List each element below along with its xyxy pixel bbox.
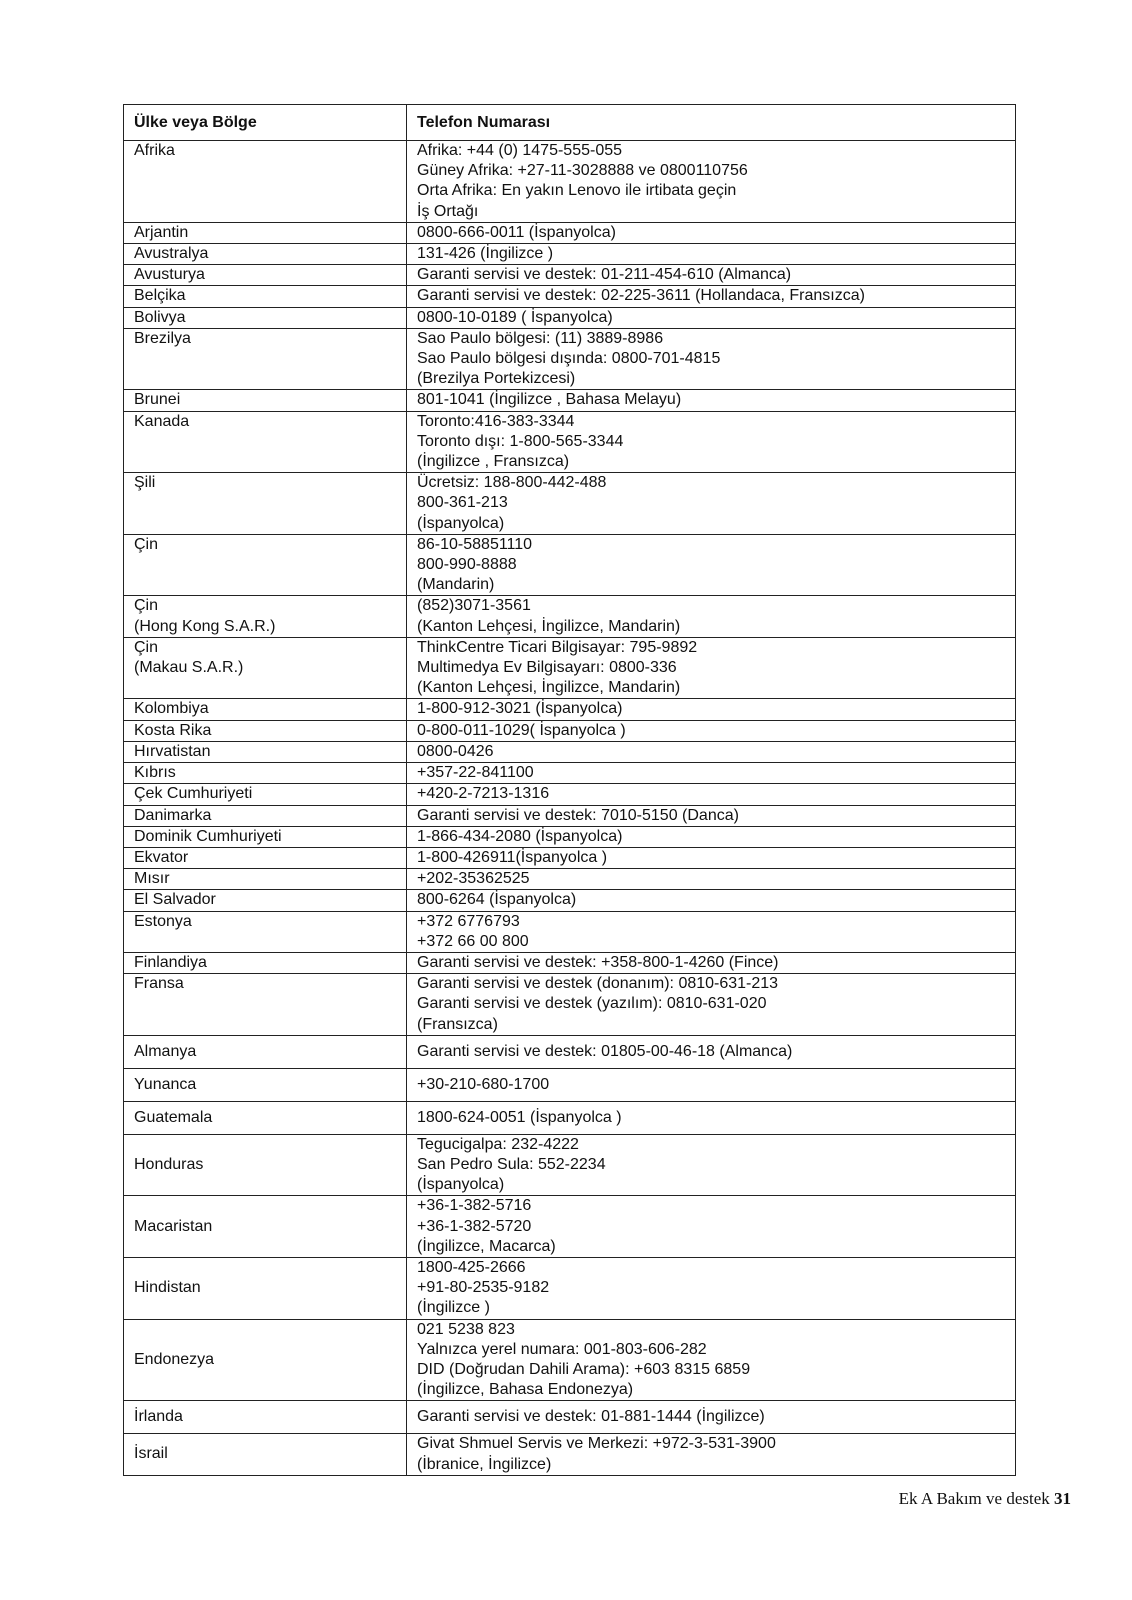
country-cell (124, 222, 407, 243)
table-row (124, 328, 1016, 390)
table-row (124, 1401, 1016, 1434)
country-cell (124, 699, 407, 720)
table-row (124, 699, 1016, 720)
country-cell (124, 307, 407, 328)
country-cell (124, 847, 407, 868)
phone-cell-line: 800-6264 (İspanyolca) (417, 891, 577, 909)
country-cell-line: El Salvador (134, 891, 216, 909)
phone-cell (407, 1101, 1016, 1134)
country-cell-line: Avustralya (134, 245, 209, 263)
phone-cell-line: Multimedya Ev Bilgisayarı: 0800-336 (417, 659, 677, 677)
country-cell (124, 952, 407, 973)
phone-cell-line: 0800-666-0011 (İspanyolca) (417, 223, 616, 241)
phone-cell-line: 1-800-912-3021 (İspanyolca) (417, 700, 623, 718)
phone-cell-line: +30-210-680-1700 (417, 1075, 550, 1093)
phone-cell-line: Ücretsiz: 188-800-442-488 (417, 474, 607, 492)
country-cell-line: Bolivya (134, 308, 186, 326)
country-cell (124, 328, 407, 390)
phone-cell (407, 307, 1016, 328)
table-row (124, 637, 1016, 699)
phone-cell (407, 596, 1016, 637)
table-row (124, 720, 1016, 741)
phone-cell-line: 0800-10-0189 ( İspanyolca) (417, 308, 613, 326)
country-cell-line: Belçika (134, 287, 186, 305)
phone-cell (407, 763, 1016, 784)
phone-cell-line: Garanti servisi ve destek: +358-800-1-4260 (Fince) (417, 953, 779, 971)
phone-cell-line: Garanti servisi ve destek: 01-211-454-610 (Almanca) (417, 266, 792, 284)
phone-cell-line: San Pedro Sula: 552-2234 (417, 1155, 606, 1173)
country-cell-line: Çin (134, 638, 159, 656)
table-row (124, 141, 1016, 223)
phone-cell-line: Sao Paulo bölgesi: (11) 3889-8986 (417, 329, 664, 347)
country-cell (124, 534, 407, 596)
phone-cell-line: Orta Afrika: En yakın Lenovo ile irtibata geçin (417, 182, 737, 200)
country-cell (124, 911, 407, 952)
phone-cell (407, 974, 1016, 1036)
table-row (124, 974, 1016, 1036)
country-cell (124, 1068, 407, 1101)
table-row (124, 1035, 1016, 1068)
country-cell-line: (Makau S.A.R.) (134, 659, 244, 677)
page-number: 31 (1054, 1489, 1071, 1508)
phone-cell-line: ThinkCentre Ticari Bilgisayar: 795-9892 (417, 638, 698, 656)
country-cell (124, 784, 407, 805)
phone-cell (407, 411, 1016, 473)
phone-cell (407, 952, 1016, 973)
country-cell (124, 596, 407, 637)
phone-cell-line: +91-80-2535-9182 (417, 1279, 550, 1297)
country-cell (124, 1035, 407, 1068)
country-cell-line: Guatemala (134, 1108, 213, 1126)
table-row (124, 1068, 1016, 1101)
country-cell (124, 286, 407, 307)
phone-cell-line: Toronto:416-383-3344 (417, 412, 575, 430)
country-cell-line: Afrika (134, 142, 175, 159)
phone-cell (407, 265, 1016, 286)
phone-cell-line: 86-10-58851110 (417, 535, 533, 553)
phone-cell-line: 801-1041 (İngilizce , Bahasa Melayu) (417, 391, 682, 409)
phone-cell-line: 800-361-213 (417, 494, 508, 512)
phone-cell-line: (Mandarin) (417, 576, 495, 594)
phone-cell-line: 0800-0426 (417, 742, 494, 760)
phone-cell (407, 244, 1016, 265)
country-cell (124, 411, 407, 473)
country-cell-line: Brezilya (134, 329, 191, 347)
table-row (124, 265, 1016, 286)
phone-cell-line: (Fransızca) (417, 1015, 498, 1033)
phone-cell-line: (İngilizce , Fransızca) (417, 453, 570, 471)
country-cell (124, 390, 407, 411)
country-cell (124, 473, 407, 535)
phone-cell-line: 1-866-434-2080 (İspanyolca) (417, 827, 623, 845)
phone-cell (407, 1196, 1016, 1258)
phone-cell-line: Tegucigalpa: 232-4222 (417, 1135, 579, 1153)
footer-section: Ek A Bakım ve destek (898, 1489, 1050, 1508)
phone-cell (407, 1035, 1016, 1068)
table-row (124, 1434, 1016, 1475)
phone-cell (407, 141, 1016, 223)
phone-cell (407, 805, 1016, 826)
country-cell (124, 1434, 407, 1475)
table-row (124, 307, 1016, 328)
table-row (124, 1101, 1016, 1134)
table-row (124, 911, 1016, 952)
table-row (124, 805, 1016, 826)
country-cell-line: Mısır (134, 870, 170, 888)
document-page (123, 104, 1015, 1476)
phone-cell (407, 222, 1016, 243)
table-row (124, 890, 1016, 911)
country-cell (124, 637, 407, 699)
table-row (124, 534, 1016, 596)
country-cell-line: İrlanda (134, 1408, 183, 1426)
phone-cell-line: DID (Doğrudan Dahili Arama): +603 8315 6859 (417, 1360, 751, 1378)
phone-cell (407, 328, 1016, 390)
country-cell (124, 763, 407, 784)
phone-cell (407, 699, 1016, 720)
table-row (124, 286, 1016, 307)
phone-cell-line: Garanti servisi ve destek: 01-881-1444 (İngilizce) (417, 1408, 765, 1426)
country-cell-line: Hırvatistan (134, 742, 211, 760)
country-cell (124, 826, 407, 847)
table-body (124, 141, 1016, 1476)
phone-cell-line: Givat Shmuel Servis ve Merkezi: +972-3-531-3900 (417, 1435, 776, 1453)
country-cell-line: Danimarka (134, 806, 212, 824)
table-row (124, 390, 1016, 411)
phone-cell (407, 869, 1016, 890)
country-cell (124, 1101, 407, 1134)
phone-cell-line: (İspanyolca) (417, 1176, 505, 1194)
country-cell (124, 720, 407, 741)
phone-cell-line: +36-1-382-5720 (417, 1217, 532, 1235)
page-footer (899, 1489, 1071, 1509)
country-cell-line: Şili (134, 474, 156, 492)
country-cell (124, 805, 407, 826)
table-row (124, 741, 1016, 762)
country-cell-line: Kosta Rika (134, 721, 212, 739)
table-row (124, 1257, 1016, 1319)
phone-cell-line: (852)3071-3561 (417, 597, 531, 615)
country-cell-line: İsrail (134, 1445, 168, 1463)
phone-cell (407, 286, 1016, 307)
phone-cell-line: 131-426 (İngilizce ) (417, 245, 554, 263)
table-row (124, 473, 1016, 535)
phone-cell (407, 911, 1016, 952)
phone-cell-line: +36-1-382-5716 (417, 1197, 532, 1215)
header-phone: Telefon Numarası (407, 105, 1016, 141)
table-row (124, 1319, 1016, 1401)
country-cell-line: Çek Cumhuriyeti (134, 785, 253, 803)
header-country: Ülke veya Bölge (124, 105, 407, 141)
phone-cell (407, 637, 1016, 699)
phone-cell-line: (Brezilya Portekizcesi) (417, 370, 576, 388)
phone-cell-line: Yalnızca yerel numara: 001-803-606-282 (417, 1340, 707, 1358)
phone-cell-line: (İngilizce, Macarca) (417, 1237, 556, 1255)
country-cell (124, 1319, 407, 1401)
phone-cell-line: (İspanyolca) (417, 514, 505, 532)
phone-cell (407, 1319, 1016, 1401)
phone-cell-line: Garanti servisi ve destek: 01805-00-46-18 (Almanca) (417, 1042, 793, 1060)
phone-cell (407, 1257, 1016, 1319)
country-cell-line: Yunanca (134, 1075, 197, 1093)
phone-cell-line: Afrika: +44 (0) 1475-555-055 (417, 142, 623, 159)
country-cell-line: Estonya (134, 912, 192, 930)
phone-cell (407, 741, 1016, 762)
country-cell (124, 1196, 407, 1258)
country-cell-line: Arjantin (134, 223, 189, 241)
country-cell-line: Avusturya (134, 266, 205, 284)
country-cell (124, 1134, 407, 1196)
country-cell-line: Ekvator (134, 848, 189, 866)
country-cell-line: Honduras (134, 1155, 204, 1173)
country-cell (124, 741, 407, 762)
phone-cell-line: 1800-425-2666 (417, 1258, 526, 1276)
country-cell-line: Brunei (134, 391, 181, 409)
phone-cell (407, 1434, 1016, 1475)
phone-cell-line: Garanti servisi ve destek: 7010-5150 (Danca) (417, 806, 739, 824)
phone-cell-line: +420-2-7213-1316 (417, 785, 550, 803)
phone-cell-line: Garanti servisi ve destek (yazılım): 0810-631-020 (417, 995, 767, 1013)
phone-cell (407, 826, 1016, 847)
table-row (124, 784, 1016, 805)
phone-cell (407, 784, 1016, 805)
country-cell-line: Çin (134, 535, 159, 553)
phone-cell-line: 1-800-426911(İspanyolca ) (417, 848, 608, 866)
country-cell-line: (Hong Kong S.A.R.) (134, 617, 276, 635)
phone-cell (407, 1134, 1016, 1196)
country-cell-line: Almanya (134, 1042, 197, 1060)
country-cell-line: Fransa (134, 975, 184, 993)
table-row (124, 222, 1016, 243)
phone-cell (407, 473, 1016, 535)
country-cell-line: Kolombiya (134, 700, 209, 718)
phone-cell-line: Toronto dışı: 1-800-565-3344 (417, 432, 624, 450)
country-cell-line: Macaristan (134, 1217, 213, 1235)
country-cell (124, 890, 407, 911)
phone-cell-line: (Kanton Lehçesi, İngilizce, Mandarin) (417, 617, 681, 635)
table-row (124, 1196, 1016, 1258)
table-row (124, 869, 1016, 890)
country-cell-line: Kıbrıs (134, 764, 176, 782)
country-cell-line: Hindistan (134, 1279, 201, 1297)
phone-cell (407, 534, 1016, 596)
country-cell (124, 141, 407, 223)
country-cell (124, 1257, 407, 1319)
phone-cell-line: Garanti servisi ve destek: 02-225-3611 (Hollandaca, Fransızca) (417, 287, 865, 305)
table-row (124, 1134, 1016, 1196)
phone-cell (407, 720, 1016, 741)
phone-cell-line: Garanti servisi ve destek (donanım): 0810-631-213 (417, 975, 779, 993)
phone-cell (407, 1401, 1016, 1434)
country-cell (124, 244, 407, 265)
phone-cell-line: +357-22-841100 (417, 764, 534, 782)
phone-cell-line: +372 6776793 (417, 912, 520, 930)
phone-cell-line: (Kanton Lehçesi, İngilizce, Mandarin) (417, 679, 681, 697)
table-row (124, 411, 1016, 473)
phone-cell-line: +372 66 00 800 (417, 932, 529, 950)
phone-cell-line: İş Ortağı (417, 202, 479, 220)
phone-cell (407, 390, 1016, 411)
phone-cell (407, 1068, 1016, 1101)
phone-cell-line: 021 5238 823 (417, 1320, 515, 1338)
phone-cell-line: Sao Paulo bölgesi dışında: 0800-701-4815 (417, 350, 721, 368)
phone-cell-line: Güney Afrika: +27-11-3028888 ve 0800110756 (417, 162, 748, 180)
phone-cell (407, 890, 1016, 911)
table-row (124, 826, 1016, 847)
phone-cell-line: 800-990-8888 (417, 556, 517, 574)
country-cell (124, 869, 407, 890)
country-cell-line: Finlandiya (134, 953, 207, 971)
table-row (124, 596, 1016, 637)
country-cell (124, 974, 407, 1036)
country-cell-line: Çin (134, 597, 159, 615)
phone-cell-line: (İbranice, İngilizce) (417, 1455, 552, 1473)
phone-cell-line: (İngilizce, Bahasa Endonezya) (417, 1381, 634, 1399)
phone-cell-line: (İngilizce ) (417, 1299, 490, 1317)
table-row (124, 847, 1016, 868)
table-row (124, 763, 1016, 784)
country-cell (124, 1401, 407, 1434)
country-cell-line: Endonezya (134, 1350, 215, 1368)
country-cell (124, 265, 407, 286)
phone-cell-line: 1800-624-0051 (İspanyolca ) (417, 1108, 622, 1126)
phone-cell-line: +202-35362525 (417, 870, 530, 888)
country-cell-line: Kanada (134, 412, 190, 430)
table-header-row (124, 105, 1016, 141)
table-row (124, 244, 1016, 265)
table-row (124, 952, 1016, 973)
support-phone-table (123, 104, 1016, 1476)
phone-cell-line: 0-800-011-1029( İspanyolca ) (417, 721, 626, 739)
country-cell-line: Dominik Cumhuriyeti (134, 827, 282, 845)
phone-cell (407, 847, 1016, 868)
